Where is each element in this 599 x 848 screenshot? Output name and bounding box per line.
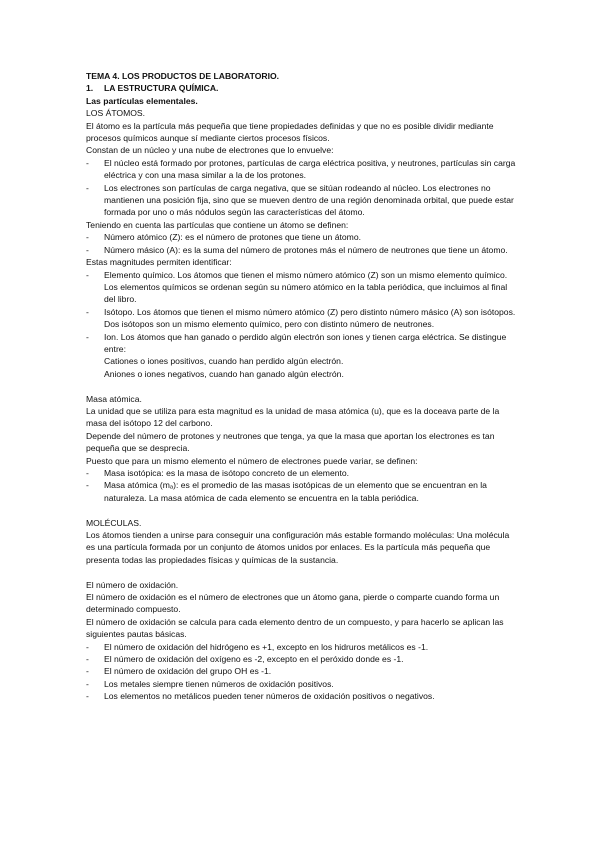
magnitudes-intro: Estas magnitudes permiten identificar: bbox=[86, 257, 232, 268]
spacer bbox=[86, 504, 516, 516]
moleculas-heading: MOLÉCULAS. bbox=[86, 517, 142, 528]
list-item: - Ion. Los átomos que han ganado o perdido algún electrón son iones y tienen carga eléctrica. Se distingue entre: bbox=[86, 331, 507, 354]
subsection-title: Las partículas elementales. bbox=[86, 95, 198, 106]
list-item: - El número de oxidación del oxígeno es -2, excepto en el peróxido donde es -1. bbox=[86, 654, 404, 665]
oxidacion-heading: El número de oxidación. bbox=[86, 579, 179, 590]
list-item: - El número de oxidación del grupo OH es -1. bbox=[86, 666, 272, 677]
ion-subitem: Aniones o iones negativos, cuando han ganado algún electrón. bbox=[104, 368, 344, 379]
list-item: - Los metales siempre tienen números de oxidación positivos. bbox=[86, 678, 334, 689]
spacer bbox=[86, 566, 516, 578]
atomos-intro: El átomo es la partícula más pequeña que tiene propiedades definidas y que no es posible dividir mediante procesos químicos aunque sí mediante ciertos procesos físicos. bbox=[86, 120, 494, 144]
list-item: - Número másico (A): es la suma del número de protones más el número de neutrones que tiene un átomo. bbox=[86, 244, 508, 255]
ion-subitem: Cationes o iones positivos, cuando han perdido algún electrón. bbox=[104, 356, 344, 367]
list-item: - El número de oxidación del hidrógeno es +1, excepto en los hidruros metálicos es -1. bbox=[86, 641, 429, 652]
document-body bbox=[86, 70, 516, 703]
masa-paragraph: Puesto que para un mismo elemento el número de electrones puede variar, se definen: bbox=[86, 455, 418, 466]
list-item: - Los elementos no metálicos pueden tener números de oxidación positivos o negativos. bbox=[86, 691, 435, 702]
section-heading bbox=[86, 82, 516, 94]
particulas-intro: Teniendo en cuenta las partículas que contiene un átomo se definen: bbox=[86, 219, 349, 230]
masa-paragraph: La unidad que se utiliza para esta magnitud es la unidad de masa atómica (u), que es la doceava parte de la masa del isótopo 12 del carbono. bbox=[86, 405, 500, 429]
oxidacion-paragraph: El número de oxidación es el número de electrones que un átomo gana, pierde o comparte cuando forma un determinado compuesto. bbox=[86, 592, 500, 615]
spacer bbox=[86, 380, 516, 392]
masa-heading: Masa atómica. bbox=[86, 393, 142, 404]
list-item: - Los electrones son partículas de carga negativa, que se sitúan rodeando al núcleo. Los electrones no mantienen una posición fija, sino que se mueven dentro de una región denominada orbital, que puede estar formada por uno o más nódulos según las características del átomo. bbox=[86, 182, 514, 218]
list-item: - Masa atómica (mₐ): es el promedio de las masas isotópicas de un elemento que se encuentran en la naturaleza. La masa atómica de cada elemento se encuentra en la tabla periódica. bbox=[86, 480, 487, 503]
moleculas-paragraph: Los átomos tienden a unirse para conseguir una configuración más estable formando moléculas: Una molécula es una partícula formada por un conjunto de átomos unidos por enlaces. Es la partícula más pequeña que presenta todas las propiedades físicas y químicas de la sustancia. bbox=[86, 530, 510, 565]
oxidacion-paragraph: El número de oxidación se calcula para cada elemento dentro de un compuesto, y para hacerlo se aplican las siguientes pautas básicas. bbox=[86, 616, 504, 640]
masa-paragraph: Depende del número de protones y neutrones que tenga, ya que la masa que aportan los electrones es tan pequeña que se desprecia. bbox=[86, 430, 495, 454]
atomos-consta: Constan de un núcleo y una nube de electrones que lo envuelve: bbox=[86, 145, 334, 156]
list-item: - El núcleo está formado por protones, partículas de carga eléctrica positiva, y neutrones, partículas sin carga eléctrica y con una masa similar a la de los protones. bbox=[86, 157, 516, 181]
document-title: TEMA 4. LOS PRODUCTOS DE LABORATORIO. bbox=[86, 71, 280, 81]
atomos-heading: LOS ÁTOMOS. bbox=[86, 108, 146, 119]
section-title: LA ESTRUCTURA QUÍMICA. bbox=[104, 83, 219, 94]
list-item: - Isótopo. Los átomos que tienen el mismo número atómico (Z) pero distinto número másico (A) son isótopos. Dos isótopos son un mismo elemento químico, pero con distinto número de neutrones. bbox=[86, 306, 516, 330]
list-item: - Elemento químico. Los átomos que tienen el mismo número atómico (Z) son un mismo elemento químico. Los elementos químicos se ordenan según su número atómico en la tabla periódica, que incluimos al final del libro. bbox=[86, 269, 508, 305]
section-number: 1. bbox=[86, 83, 94, 94]
list-item: - Número atómico (Z): es el número de protones que tiene un átomo. bbox=[86, 232, 361, 243]
list-item: - Masa isotópica: es la masa de isótopo concreto de un elemento. bbox=[86, 467, 350, 478]
